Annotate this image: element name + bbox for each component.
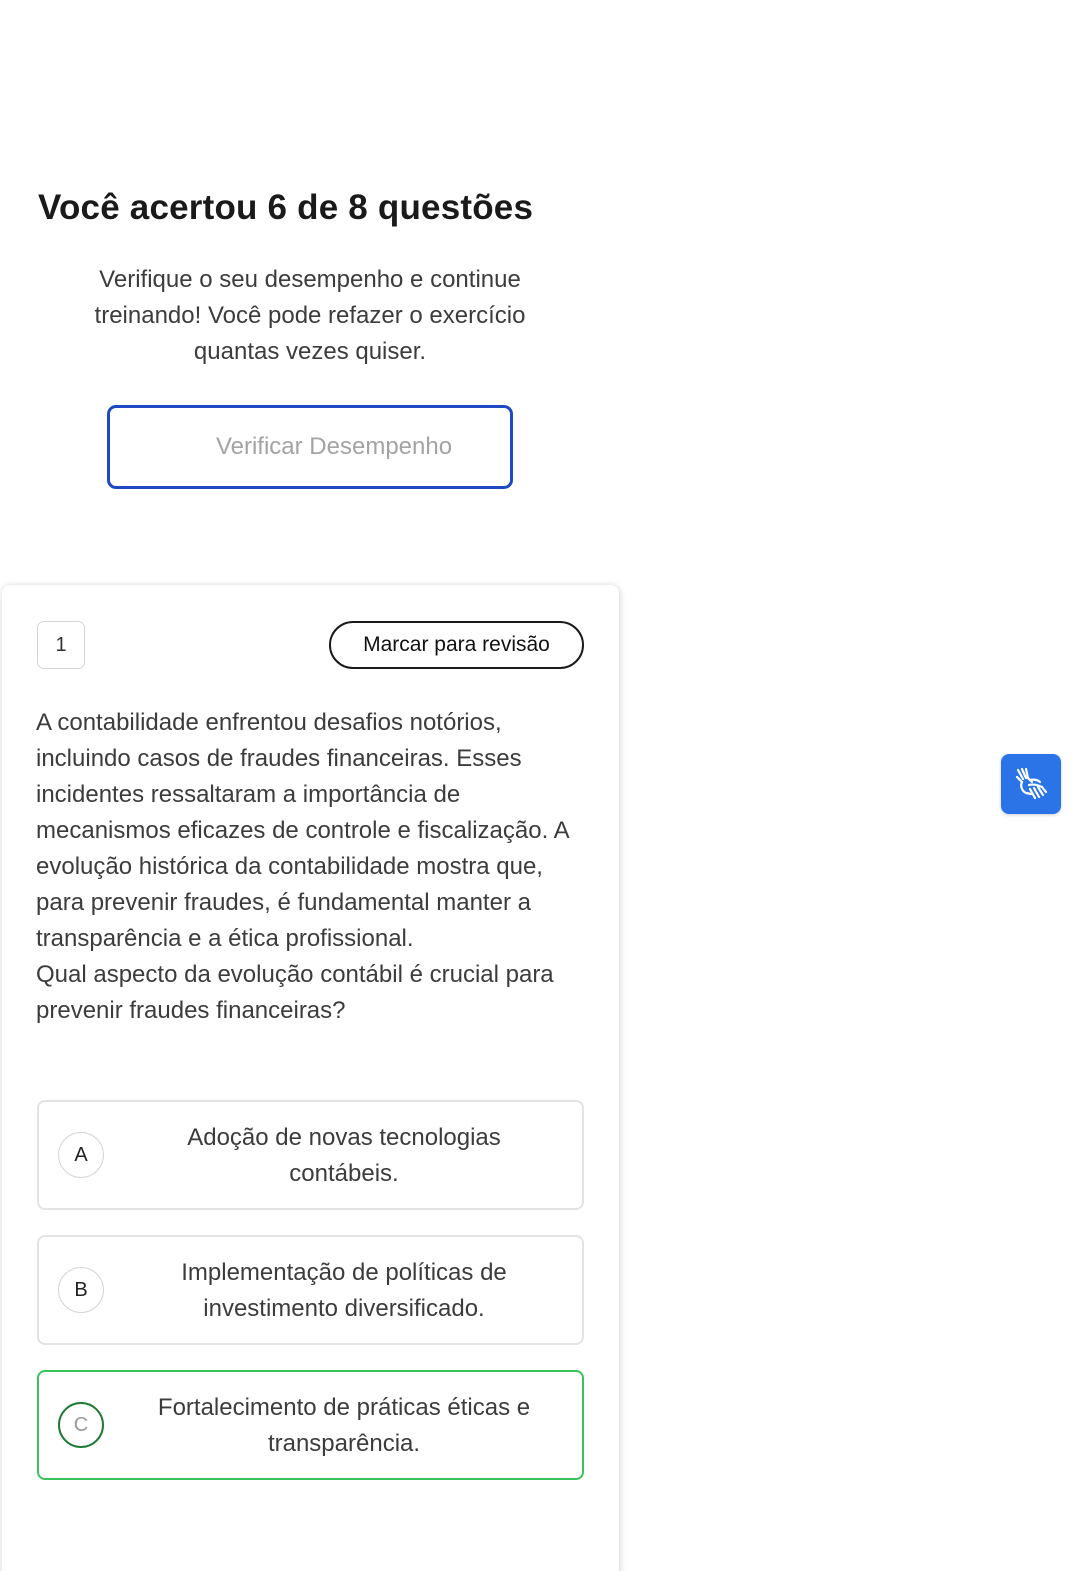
result-summary (0, 0, 620, 560)
result-description: Verifique o seu desempenho e continue treinando! Você pode refazer o exercício quantas vezes quiser. (94, 266, 526, 365)
check-performance-button[interactable]: Verificar Desempenho (107, 405, 513, 489)
result-title: Você acertou 6 de 8 questões (38, 188, 534, 227)
question-number-badge: 1 (37, 621, 85, 669)
option-text: Adoção de novas tecnologias contábeis. (187, 1124, 501, 1187)
option-letter: A (58, 1132, 104, 1178)
question-card (2, 585, 619, 1571)
option-letter: B (58, 1267, 104, 1313)
question-prompt: Qual aspecto da evolução contábil é crucial para prevenir fraudes financeiras? (36, 961, 554, 1024)
option-text: Implementação de políticas de investimento diversificado. (181, 1259, 507, 1322)
sign-language-accessibility-button[interactable] (1001, 754, 1061, 814)
option-letter: C (58, 1402, 104, 1448)
question-paragraph: A contabilidade enfrentou desafios notórios, incluindo casos de fraudes financeiras. Esses incidentes ressaltaram a importância de mecanismos eficazes de controle e fiscalização. A evolução histórica da contabilidade mostra que, para prevenir fraudes, é fundamental manter a transparência e a ética profissional. (36, 709, 569, 952)
answer-option-a[interactable] (37, 1100, 584, 1210)
option-text: Fortalecimento de práticas éticas e transparência. (157, 1394, 531, 1457)
question-text (36, 705, 586, 1029)
mark-for-review-button[interactable]: Marcar para revisão (329, 621, 584, 669)
answer-option-b[interactable] (37, 1235, 584, 1345)
answer-options (37, 1100, 584, 1505)
sign-language-hands-icon (1013, 766, 1049, 802)
answer-option-c[interactable] (37, 1370, 584, 1480)
